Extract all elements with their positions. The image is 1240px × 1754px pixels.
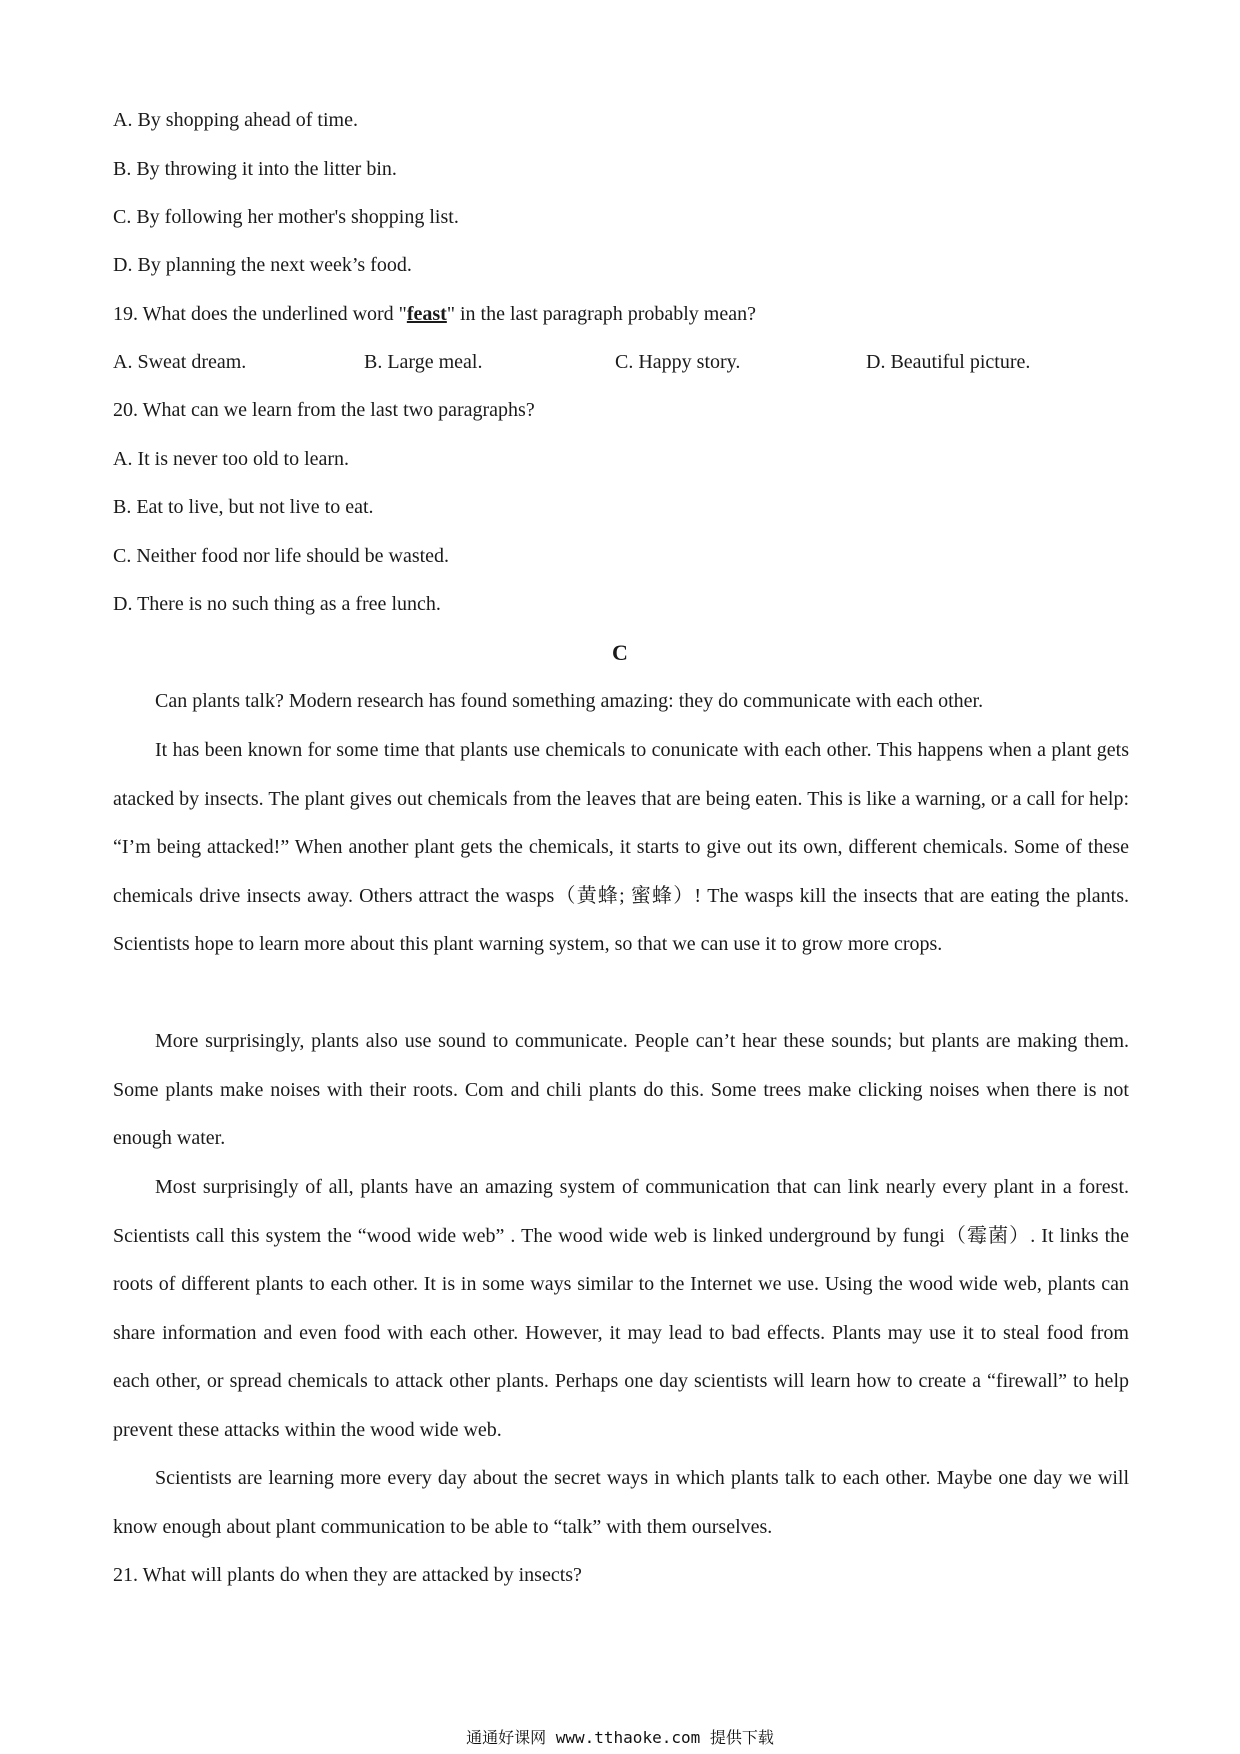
q20-question: 20. What can we learn from the last two paragraphs? [113,399,535,421]
q19-option-a: A. Sweat dream. [113,351,247,373]
q20-option-c: C. Neither food nor life should be wasted. [113,545,450,567]
passage-paragraph-1: Can plants talk? Modern research has found something amazing: they do communicate with each other. [155,690,984,712]
passage-paragraph-4: Most surprisingly of all, plants have an amazing system of communication that can link nearly every plant in a forest. Scientists call this system the “wood wide web” . The wood wide web is linked underground by fungi（霉菌）. It links the roots of different plants to each other. It is in some ways similar to the Internet we use. Using the wood wide web, plants can share information and even food with each other. However, it may lead to bad effects. Plants may use it to steal food from each other, or spread chemicals to attack other plants. Perhaps one day scientists will learn how to create a “firewall” to help prevent these attacks within the wood wide web. [113,1176,1129,1441]
q19-question-after: " in the last paragraph probably mean? [446,303,756,325]
section-title: C [612,640,628,665]
passage-paragraph-5: Scientists are learning more every day about the secret ways in which plants talk to each other. Maybe one day we will know enough about plant communication to be able to “talk” with them ourselves. [113,1467,1129,1538]
q19-option-d: D. Beautiful picture. [866,351,1031,373]
q18-option-b: B. By throwing it into the litter bin. [113,158,397,180]
q20-option-d: D. There is no such thing as a free lunch. [113,593,441,615]
q18-option-c: C. By following her mother's shopping list. [113,206,459,228]
q19-question-before: 19. What does the underlined word " [113,303,407,325]
q19-underlined-word: feast [406,303,447,325]
passage-paragraph-3: More surprisingly, plants also use sound to communicate. People can’t hear these sounds; but plants are making them. Some plants make noises with their roots. Com and chili plants do this. Some trees make clicking noises when there is not enough water. [113,1030,1129,1149]
q19-option-c: C. Happy story. [615,351,741,373]
q19-question [113,302,756,326]
q19-options [113,350,1123,374]
q19-option-b: B. Large meal. [364,351,483,373]
q20-option-b: B. Eat to live, but not live to eat. [113,496,374,518]
q18-option-d: D. By planning the next week’s food. [113,254,412,276]
q21-question: 21. What will plants do when they are attacked by insects? [113,1564,582,1586]
footer-source: 通通好课网 www.tthaoke.com 提供下载 [466,1728,774,1747]
q18-option-a: A. By shopping ahead of time. [113,109,358,131]
passage-paragraph-2: It has been known for some time that plants use chemicals to conunicate with each other. This happens when a plant gets atacked by insects. The plant gives out chemicals from the leaves that are being eaten. This is like a warning, or a call for help: “I’m being attacked!” When another plant gets the chemicals, it starts to give out its own, different chemicals. Some of these chemicals drive insects away. Others attract the wasps（黄蜂; 蜜蜂）! The wasps kill the insects that are eating the plants. Scientists hope to learn more about this plant warning system, so that we can use it to grow more crops. [113,739,1129,955]
q20-option-a: A. It is never too old to learn. [113,448,350,470]
